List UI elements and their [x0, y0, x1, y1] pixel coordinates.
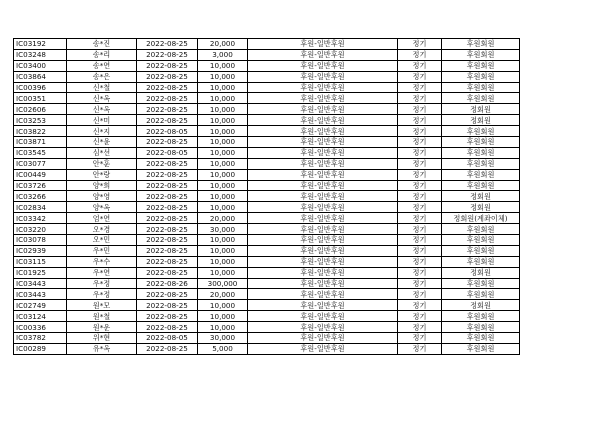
donation-type-cell: 정기: [398, 245, 442, 256]
donation-amount-cell: 30,000: [198, 224, 248, 235]
table-row: [14, 213, 520, 224]
donation-type-cell: 정기: [398, 191, 442, 202]
donation-amount-cell: 10,000: [198, 169, 248, 180]
member-class-cell: 후원회원: [442, 126, 520, 137]
donation-type-cell: 정기: [398, 169, 442, 180]
donor-id-cell: IC03253: [14, 115, 67, 126]
member-class-cell: 후원회원: [442, 49, 520, 60]
donor-id-cell: IC02834: [14, 202, 67, 213]
member-class-cell: 후원회원: [442, 311, 520, 322]
member-class-cell: 후원회원: [442, 343, 520, 354]
donation-date-cell: 2022-08-25: [137, 300, 198, 311]
table-row: [14, 169, 520, 180]
donation-date-cell: 2022-08-25: [137, 158, 198, 169]
donation-date-cell: 2022-08-25: [137, 60, 198, 71]
table-row: [14, 147, 520, 158]
table-row: [14, 235, 520, 246]
donation-amount-cell: 10,000: [198, 82, 248, 93]
table-row: [14, 137, 520, 148]
member-class-cell: 후원회원: [442, 39, 520, 50]
donor-id-cell: IC03864: [14, 71, 67, 82]
table-row: [14, 126, 520, 137]
donation-amount-cell: 10,000: [198, 126, 248, 137]
member-class-cell: 후원회원: [442, 60, 520, 71]
donation-purpose-cell: 후원-일반후원: [248, 343, 398, 354]
donor-name-cell: 안*랑: [67, 169, 137, 180]
donor-id-cell: IC01925: [14, 267, 67, 278]
table-row: [14, 289, 520, 300]
donation-amount-cell: 30,000: [198, 333, 248, 344]
donation-purpose-cell: 후원-일반후원: [248, 158, 398, 169]
donor-name-cell: 양*옥: [67, 202, 137, 213]
donation-type-cell: 정기: [398, 235, 442, 246]
donation-amount-cell: 10,000: [198, 104, 248, 115]
member-class-cell: 정회원: [442, 191, 520, 202]
donor-id-cell: IC00289: [14, 343, 67, 354]
donor-id-cell: IC03115: [14, 256, 67, 267]
donor-id-cell: IC03342: [14, 213, 67, 224]
donation-type-cell: 정기: [398, 49, 442, 60]
table-row: [14, 224, 520, 235]
donor-name-cell: 송*진: [67, 39, 137, 50]
donation-type-cell: 정기: [398, 158, 442, 169]
donation-purpose-cell: 후원-일반후원: [248, 147, 398, 158]
donor-name-cell: 신*윤: [67, 137, 137, 148]
donation-type-cell: 정기: [398, 180, 442, 191]
donor-id-cell: IC03248: [14, 49, 67, 60]
donation-amount-cell: 10,000: [198, 311, 248, 322]
donation-purpose-cell: 후원-일반후원: [248, 169, 398, 180]
member-class-cell: 후원회원: [442, 71, 520, 82]
member-class-cell: 후원회원: [442, 169, 520, 180]
donation-type-cell: 정기: [398, 224, 442, 235]
donation-type-cell: 정기: [398, 311, 442, 322]
member-class-cell: 후원회원: [442, 278, 520, 289]
donation-amount-cell: 10,000: [198, 202, 248, 213]
donation-purpose-cell: 후원-일반후원: [248, 126, 398, 137]
donation-date-cell: 2022-08-25: [137, 137, 198, 148]
donation-purpose-cell: 후원-일반후원: [248, 256, 398, 267]
member-class-cell: 후원회원: [442, 224, 520, 235]
donation-date-cell: 2022-08-25: [137, 115, 198, 126]
table-row: [14, 39, 520, 50]
donation-type-cell: 정기: [398, 71, 442, 82]
donor-name-cell: 원*철: [67, 311, 137, 322]
donation-purpose-cell: 후원-일반후원: [248, 93, 398, 104]
donation-type-cell: 정기: [398, 322, 442, 333]
donor-name-cell: 오*경: [67, 224, 137, 235]
donation-purpose-cell: 후원-일반후원: [248, 60, 398, 71]
donation-type-cell: 정기: [398, 289, 442, 300]
donation-date-cell: 2022-08-25: [137, 343, 198, 354]
donor-id-cell: IC02939: [14, 245, 67, 256]
donation-purpose-cell: 후원-일반후원: [248, 245, 398, 256]
donation-type-cell: 정기: [398, 82, 442, 93]
donor-id-cell: IC03078: [14, 235, 67, 246]
table-row: [14, 93, 520, 104]
donation-amount-cell: 10,000: [198, 267, 248, 278]
donation-purpose-cell: 후원-일반후원: [248, 333, 398, 344]
donation-date-cell: 2022-08-25: [137, 49, 198, 60]
donation-amount-cell: 10,000: [198, 115, 248, 126]
donor-name-cell: 원*운: [67, 322, 137, 333]
donation-type-cell: 정기: [398, 126, 442, 137]
donation-amount-cell: 20,000: [198, 213, 248, 224]
donation-type-cell: 정기: [398, 300, 442, 311]
member-class-cell: 후원회원: [442, 333, 520, 344]
donor-id-cell: IC03822: [14, 126, 67, 137]
member-class-cell: 정회원: [442, 104, 520, 115]
donation-amount-cell: 5,000: [198, 343, 248, 354]
donation-amount-cell: 10,000: [198, 158, 248, 169]
donation-amount-cell: 10,000: [198, 245, 248, 256]
donation-purpose-cell: 후원-일반후원: [248, 202, 398, 213]
donation-amount-cell: 10,000: [198, 93, 248, 104]
donation-amount-cell: 10,000: [198, 235, 248, 246]
table-row: [14, 333, 520, 344]
donation-date-cell: 2022-08-25: [137, 256, 198, 267]
donor-name-cell: 송*연: [67, 60, 137, 71]
donor-id-cell: IC03443: [14, 278, 67, 289]
donor-id-cell: IC03782: [14, 333, 67, 344]
donor-name-cell: 안*훈: [67, 158, 137, 169]
donation-purpose-cell: 후원-일반후원: [248, 267, 398, 278]
donation-purpose-cell: 후원-일반후원: [248, 235, 398, 246]
donor-name-cell: 송*은: [67, 71, 137, 82]
donor-name-cell: 우*정: [67, 289, 137, 300]
donation-purpose-cell: 후원-일반후원: [248, 71, 398, 82]
donation-purpose-cell: 후원-일반후원: [248, 180, 398, 191]
donor-id-cell: IC03545: [14, 147, 67, 158]
donation-date-cell: 2022-08-25: [137, 213, 198, 224]
member-class-cell: 후원회원: [442, 256, 520, 267]
donation-purpose-cell: 후원-일반후원: [248, 137, 398, 148]
donation-purpose-cell: 후원-일반후원: [248, 311, 398, 322]
donor-name-cell: 양*영: [67, 191, 137, 202]
donor-id-cell: IC00336: [14, 322, 67, 333]
donation-type-cell: 정기: [398, 104, 442, 115]
donation-type-cell: 정기: [398, 137, 442, 148]
member-class-cell: 후원회원: [442, 289, 520, 300]
member-class-cell: 후원회원: [442, 158, 520, 169]
donor-name-cell: 신*미: [67, 115, 137, 126]
donor-name-cell: 위*현: [67, 333, 137, 344]
member-class-cell: 후원회원: [442, 235, 520, 246]
donor-id-cell: IC03726: [14, 180, 67, 191]
donor-id-cell: IC02749: [14, 300, 67, 311]
member-class-cell: 정회원: [442, 300, 520, 311]
donation-purpose-cell: 후원-일반후원: [248, 224, 398, 235]
table-row: [14, 104, 520, 115]
donor-id-cell: IC03266: [14, 191, 67, 202]
table-row: [14, 82, 520, 93]
donation-purpose-cell: 후원-일반후원: [248, 300, 398, 311]
table-row: [14, 71, 520, 82]
donor-name-cell: 양*희: [67, 180, 137, 191]
donation-amount-cell: 3,000: [198, 49, 248, 60]
table-row: [14, 267, 520, 278]
donation-date-cell: 2022-08-25: [137, 169, 198, 180]
member-class-cell: 정회원: [442, 115, 520, 126]
donor-name-cell: 우*수: [67, 256, 137, 267]
donation-amount-cell: 10,000: [198, 322, 248, 333]
donation-type-cell: 정기: [398, 256, 442, 267]
donation-type-cell: 정기: [398, 343, 442, 354]
donation-purpose-cell: 후원-일반후원: [248, 49, 398, 60]
table-row: [14, 256, 520, 267]
donation-date-cell: 2022-08-05: [137, 126, 198, 137]
donation-purpose-cell: 후원-일반후원: [248, 322, 398, 333]
member-class-cell: 정회원: [442, 267, 520, 278]
donation-date-cell: 2022-08-25: [137, 202, 198, 213]
table-row: [14, 60, 520, 71]
member-class-cell: 후원회원: [442, 322, 520, 333]
donation-date-cell: 2022-08-05: [137, 147, 198, 158]
donation-purpose-cell: 후원-일반후원: [248, 82, 398, 93]
donor-id-cell: IC03871: [14, 137, 67, 148]
donor-id-cell: IC02606: [14, 104, 67, 115]
table-row: [14, 300, 520, 311]
donor-name-cell: 우*민: [67, 245, 137, 256]
donation-amount-cell: 10,000: [198, 191, 248, 202]
donation-amount-cell: 10,000: [198, 147, 248, 158]
donation-date-cell: 2022-08-25: [137, 322, 198, 333]
donor-name-cell: 우*정: [67, 278, 137, 289]
donor-name-cell: 원*모: [67, 300, 137, 311]
donor-name-cell: 신*옥: [67, 93, 137, 104]
donation-type-cell: 정기: [398, 267, 442, 278]
donor-id-cell: IC03400: [14, 60, 67, 71]
member-class-cell: 후원회원: [442, 147, 520, 158]
member-class-cell: 후원회원: [442, 82, 520, 93]
donation-date-cell: 2022-08-25: [137, 311, 198, 322]
donation-type-cell: 정기: [398, 93, 442, 104]
member-class-cell: 후원회원: [442, 245, 520, 256]
donation-date-cell: 2022-08-25: [137, 104, 198, 115]
donation-type-cell: 정기: [398, 115, 442, 126]
donation-amount-cell: 10,000: [198, 180, 248, 191]
table-row: [14, 115, 520, 126]
donation-date-cell: 2022-08-05: [137, 333, 198, 344]
donor-name-cell: 신*옥: [67, 104, 137, 115]
donation-date-cell: 2022-08-25: [137, 289, 198, 300]
donation-date-cell: 2022-08-25: [137, 267, 198, 278]
donation-date-cell: 2022-08-25: [137, 224, 198, 235]
donor-name-cell: 엄*연: [67, 213, 137, 224]
donation-type-cell: 정기: [398, 39, 442, 50]
donation-amount-cell: 300,000: [198, 278, 248, 289]
donation-type-cell: 정기: [398, 147, 442, 158]
donor-id-cell: IC03220: [14, 224, 67, 235]
donor-name-cell: 오*민: [67, 235, 137, 246]
table-row: [14, 245, 520, 256]
member-class-cell: 후원회원: [442, 180, 520, 191]
donation-purpose-cell: 후원-일반후원: [248, 39, 398, 50]
donor-name-cell: 신*철: [67, 82, 137, 93]
donation-purpose-cell: 후원-일반후원: [248, 104, 398, 115]
donation-date-cell: 2022-08-25: [137, 245, 198, 256]
donation-purpose-cell: 후원-일반후원: [248, 213, 398, 224]
table-row: [14, 158, 520, 169]
donation-type-cell: 정기: [398, 60, 442, 71]
donation-amount-cell: 10,000: [198, 137, 248, 148]
donation-type-cell: 정기: [398, 213, 442, 224]
donor-id-cell: IC03077: [14, 158, 67, 169]
donation-amount-cell: 10,000: [198, 60, 248, 71]
donation-type-cell: 정기: [398, 202, 442, 213]
member-class-cell: 정회원(계좌이체): [442, 213, 520, 224]
table-row: [14, 180, 520, 191]
donation-date-cell: 2022-08-25: [137, 180, 198, 191]
table-row: [14, 278, 520, 289]
donation-date-cell: 2022-08-26: [137, 278, 198, 289]
donation-date-cell: 2022-08-25: [137, 39, 198, 50]
donation-date-cell: 2022-08-25: [137, 191, 198, 202]
donor-id-cell: IC03124: [14, 311, 67, 322]
donation-purpose-cell: 후원-일반후원: [248, 278, 398, 289]
donation-date-cell: 2022-08-25: [137, 235, 198, 246]
table-row: [14, 322, 520, 333]
donor-id-cell: IC03443: [14, 289, 67, 300]
donor-id-cell: IC00449: [14, 169, 67, 180]
member-class-cell: 후원회원: [442, 93, 520, 104]
donation-date-cell: 2022-08-25: [137, 82, 198, 93]
donor-name-cell: 신*지: [67, 126, 137, 137]
donation-purpose-cell: 후원-일반후원: [248, 289, 398, 300]
table-row: [14, 202, 520, 213]
donation-amount-cell: 20,000: [198, 289, 248, 300]
donation-amount-cell: 20,000: [198, 39, 248, 50]
ledger-body: [14, 39, 520, 355]
table-row: [14, 343, 520, 354]
donation-amount-cell: 10,000: [198, 71, 248, 82]
member-class-cell: 후원회원: [442, 137, 520, 148]
donation-ledger-table: [13, 38, 520, 355]
donor-id-cell: IC03192: [14, 39, 67, 50]
donor-id-cell: IC00351: [14, 93, 67, 104]
donation-date-cell: 2022-08-25: [137, 71, 198, 82]
donation-type-cell: 정기: [398, 333, 442, 344]
donor-id-cell: IC00396: [14, 82, 67, 93]
donor-name-cell: 우*연: [67, 267, 137, 278]
donation-purpose-cell: 후원-일반후원: [248, 191, 398, 202]
table-row: [14, 191, 520, 202]
donor-name-cell: 심*선: [67, 147, 137, 158]
table-row: [14, 49, 520, 60]
donation-date-cell: 2022-08-25: [137, 93, 198, 104]
donation-amount-cell: 10,000: [198, 256, 248, 267]
donation-purpose-cell: 후원-일반후원: [248, 115, 398, 126]
donor-name-cell: 유*옥: [67, 343, 137, 354]
donation-amount-cell: 10,000: [198, 300, 248, 311]
donation-type-cell: 정기: [398, 278, 442, 289]
table-row: [14, 311, 520, 322]
donor-name-cell: 송*리: [67, 49, 137, 60]
member-class-cell: 정회원: [442, 202, 520, 213]
